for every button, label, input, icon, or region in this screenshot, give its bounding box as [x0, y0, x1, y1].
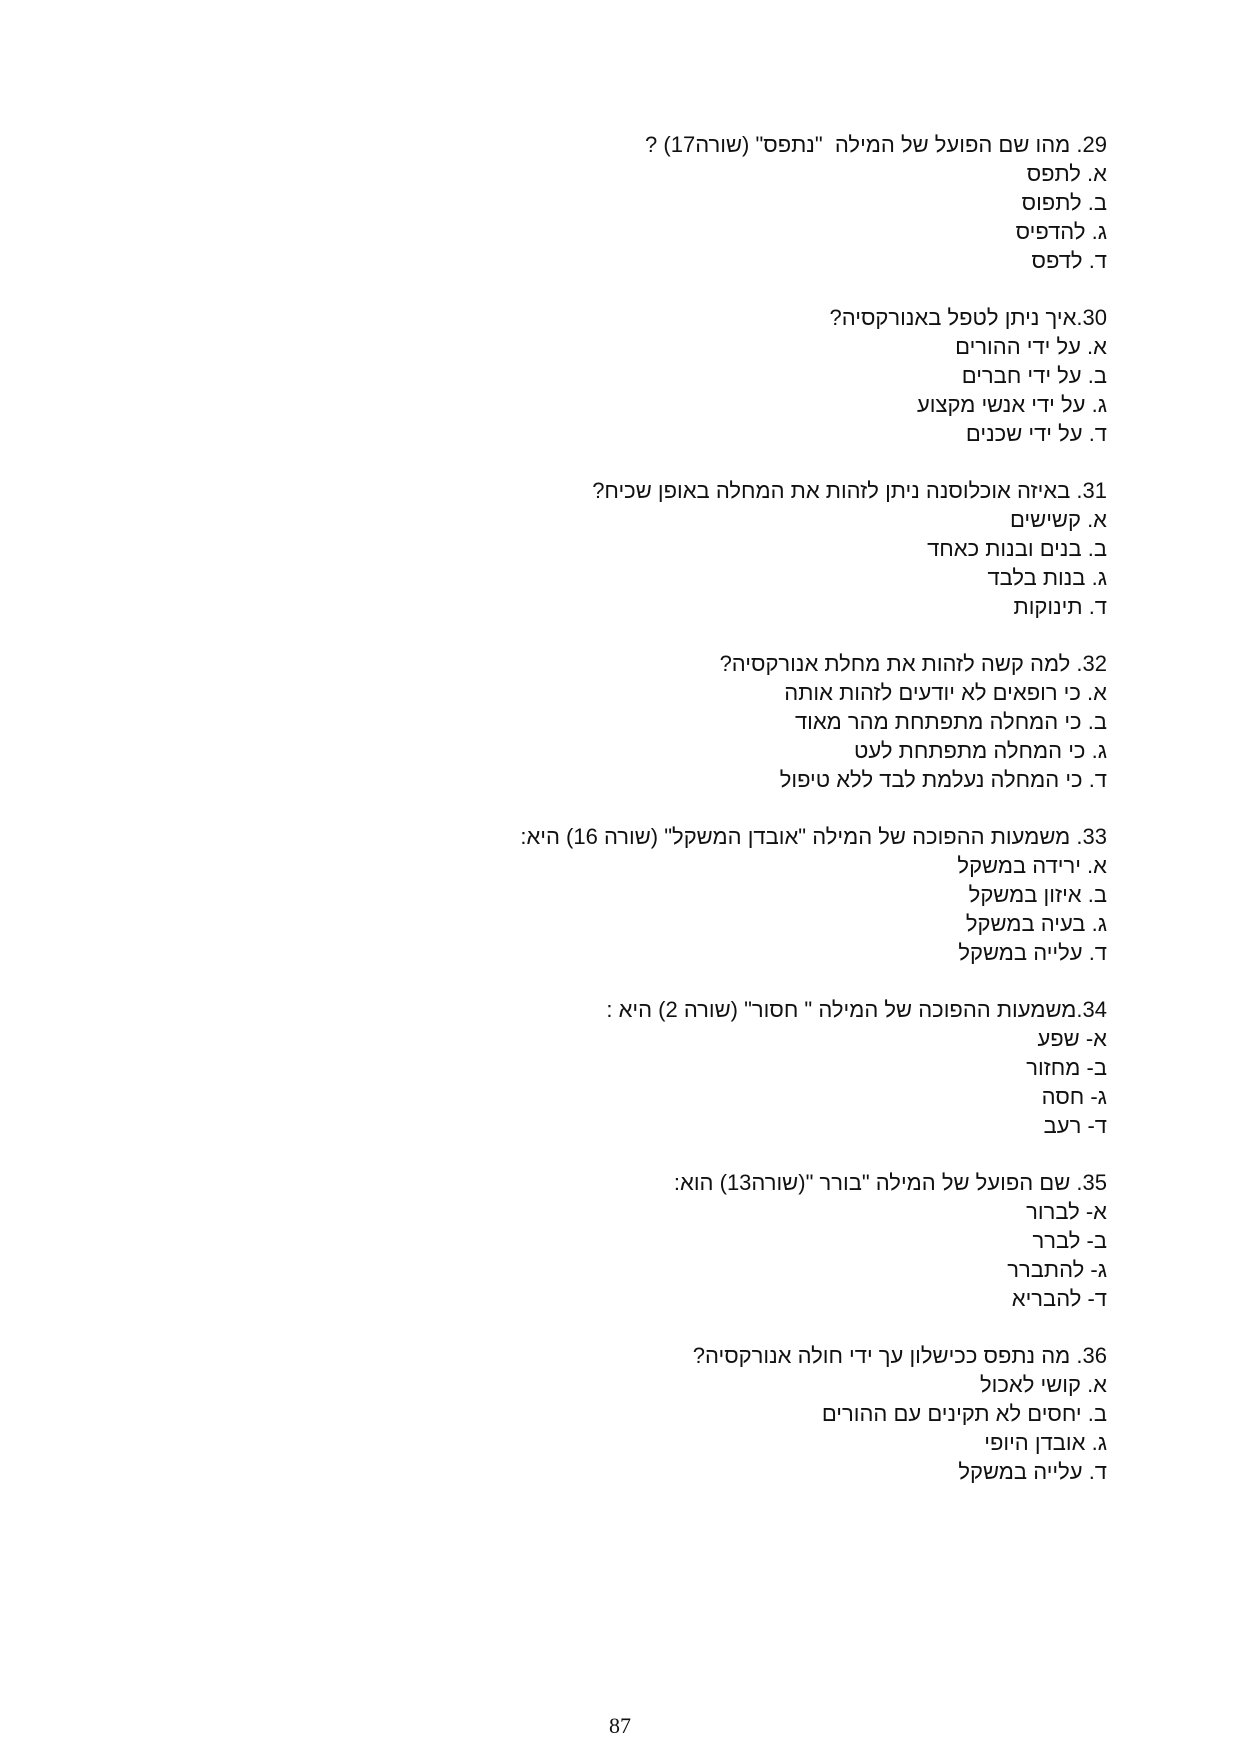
answer-option: ד. עלייה במשקל [958, 940, 1107, 965]
question-text: 29. מהו שם הפועל של המילה "נתפס" (שורה17) ? [645, 132, 1107, 157]
question-text: 35. שם הפועל של המילה "בורר "(שורה13) הוא: [673, 1170, 1107, 1195]
answer-option: ג. כי המחלה מתפתחת לעט [853, 738, 1107, 763]
answer-options [407, 1197, 1107, 1313]
answer-option: ב. לתפוס [1021, 190, 1107, 215]
answer-option: ג- להתברר [1007, 1257, 1107, 1282]
answer-option: א. ירידה במשקל [957, 853, 1107, 878]
answer-option: ב- מחזור [1026, 1055, 1107, 1080]
question-text: 30.איך ניתן לטפל באנורקסיה? [829, 305, 1107, 330]
answer-option: ג. אובדן היופי [984, 1430, 1107, 1455]
answer-option: ב. על ידי חברים [961, 363, 1107, 388]
answer-options [407, 1024, 1107, 1140]
answer-option: ג- חסה [1041, 1084, 1107, 1109]
question-text: 34.משמעות ההפוכה של המילה " חסור" (שורה 2) היא : [606, 997, 1107, 1022]
question-block [407, 1341, 1107, 1486]
question-text: 31. באיזה אוכלוסנה ניתן לזהות את המחלה באופן שכיח? [592, 478, 1107, 503]
answer-option: ב. בנים ובנות כאחד [927, 536, 1107, 561]
question-block [407, 130, 1107, 275]
answer-option: א. כי רופאים לא יודעים לזהות אותה [784, 680, 1107, 705]
question-block [407, 303, 1107, 448]
answer-options [407, 1370, 1107, 1486]
answer-option: א- לברור [1026, 1199, 1107, 1224]
answer-options [407, 159, 1107, 275]
answer-option: ב. יחסים לא תקינים עם ההורים [821, 1401, 1107, 1426]
answer-option: א. קושי לאכול [979, 1372, 1107, 1397]
answer-option: א. קשישים [1009, 507, 1107, 532]
question-text: 32. למה קשה לזהות את מחלת אנורקסיה? [719, 651, 1107, 676]
answer-option: ד. כי המחלה נעלמת לבד ללא טיפול [779, 767, 1107, 792]
question-block [407, 822, 1107, 967]
answer-option: ד. על ידי שכנים [965, 421, 1107, 446]
answer-option: ד. תינוקות [1013, 594, 1107, 619]
question-block [407, 476, 1107, 621]
answer-option: א- שפע [1037, 1026, 1107, 1051]
answer-option: ב- לברר [1032, 1228, 1107, 1253]
answer-options [407, 678, 1107, 794]
answer-options [407, 332, 1107, 448]
answer-option: א. לתפס [1026, 161, 1107, 186]
question-text: 33. משמעות ההפוכה של המילה "אובדן המשקל" (שורה 16) היא: [520, 824, 1107, 849]
page-number: 87 [609, 1713, 631, 1738]
question-list [407, 130, 1107, 1514]
answer-option: ג. בנות בלבד [987, 565, 1107, 590]
question-block [407, 649, 1107, 794]
answer-options [407, 505, 1107, 621]
answer-option: א. על ידי ההורים [955, 334, 1107, 359]
question-block [407, 1168, 1107, 1313]
answer-option: ב. איזון במשקל [968, 882, 1107, 907]
answer-option: ג. בעיה במשקל [965, 911, 1107, 936]
question-text: 36. מה נתפס ככישלון עך ידי חולה אנורקסיה? [692, 1343, 1107, 1368]
answer-options [407, 851, 1107, 967]
answer-option: ד. לדפס [1031, 248, 1107, 273]
answer-option: ב. כי המחלה מתפתחת מהר מאוד [794, 709, 1107, 734]
answer-option: ג. להדפיס [1015, 219, 1107, 244]
answer-option: ד- להבריא [1011, 1286, 1107, 1311]
answer-option: ד- רעב [1043, 1113, 1107, 1138]
answer-option: ג. על ידי אנשי מקצוע [916, 392, 1107, 417]
answer-option: ד. עלייה במשקל [958, 1459, 1107, 1484]
question-block [407, 995, 1107, 1140]
